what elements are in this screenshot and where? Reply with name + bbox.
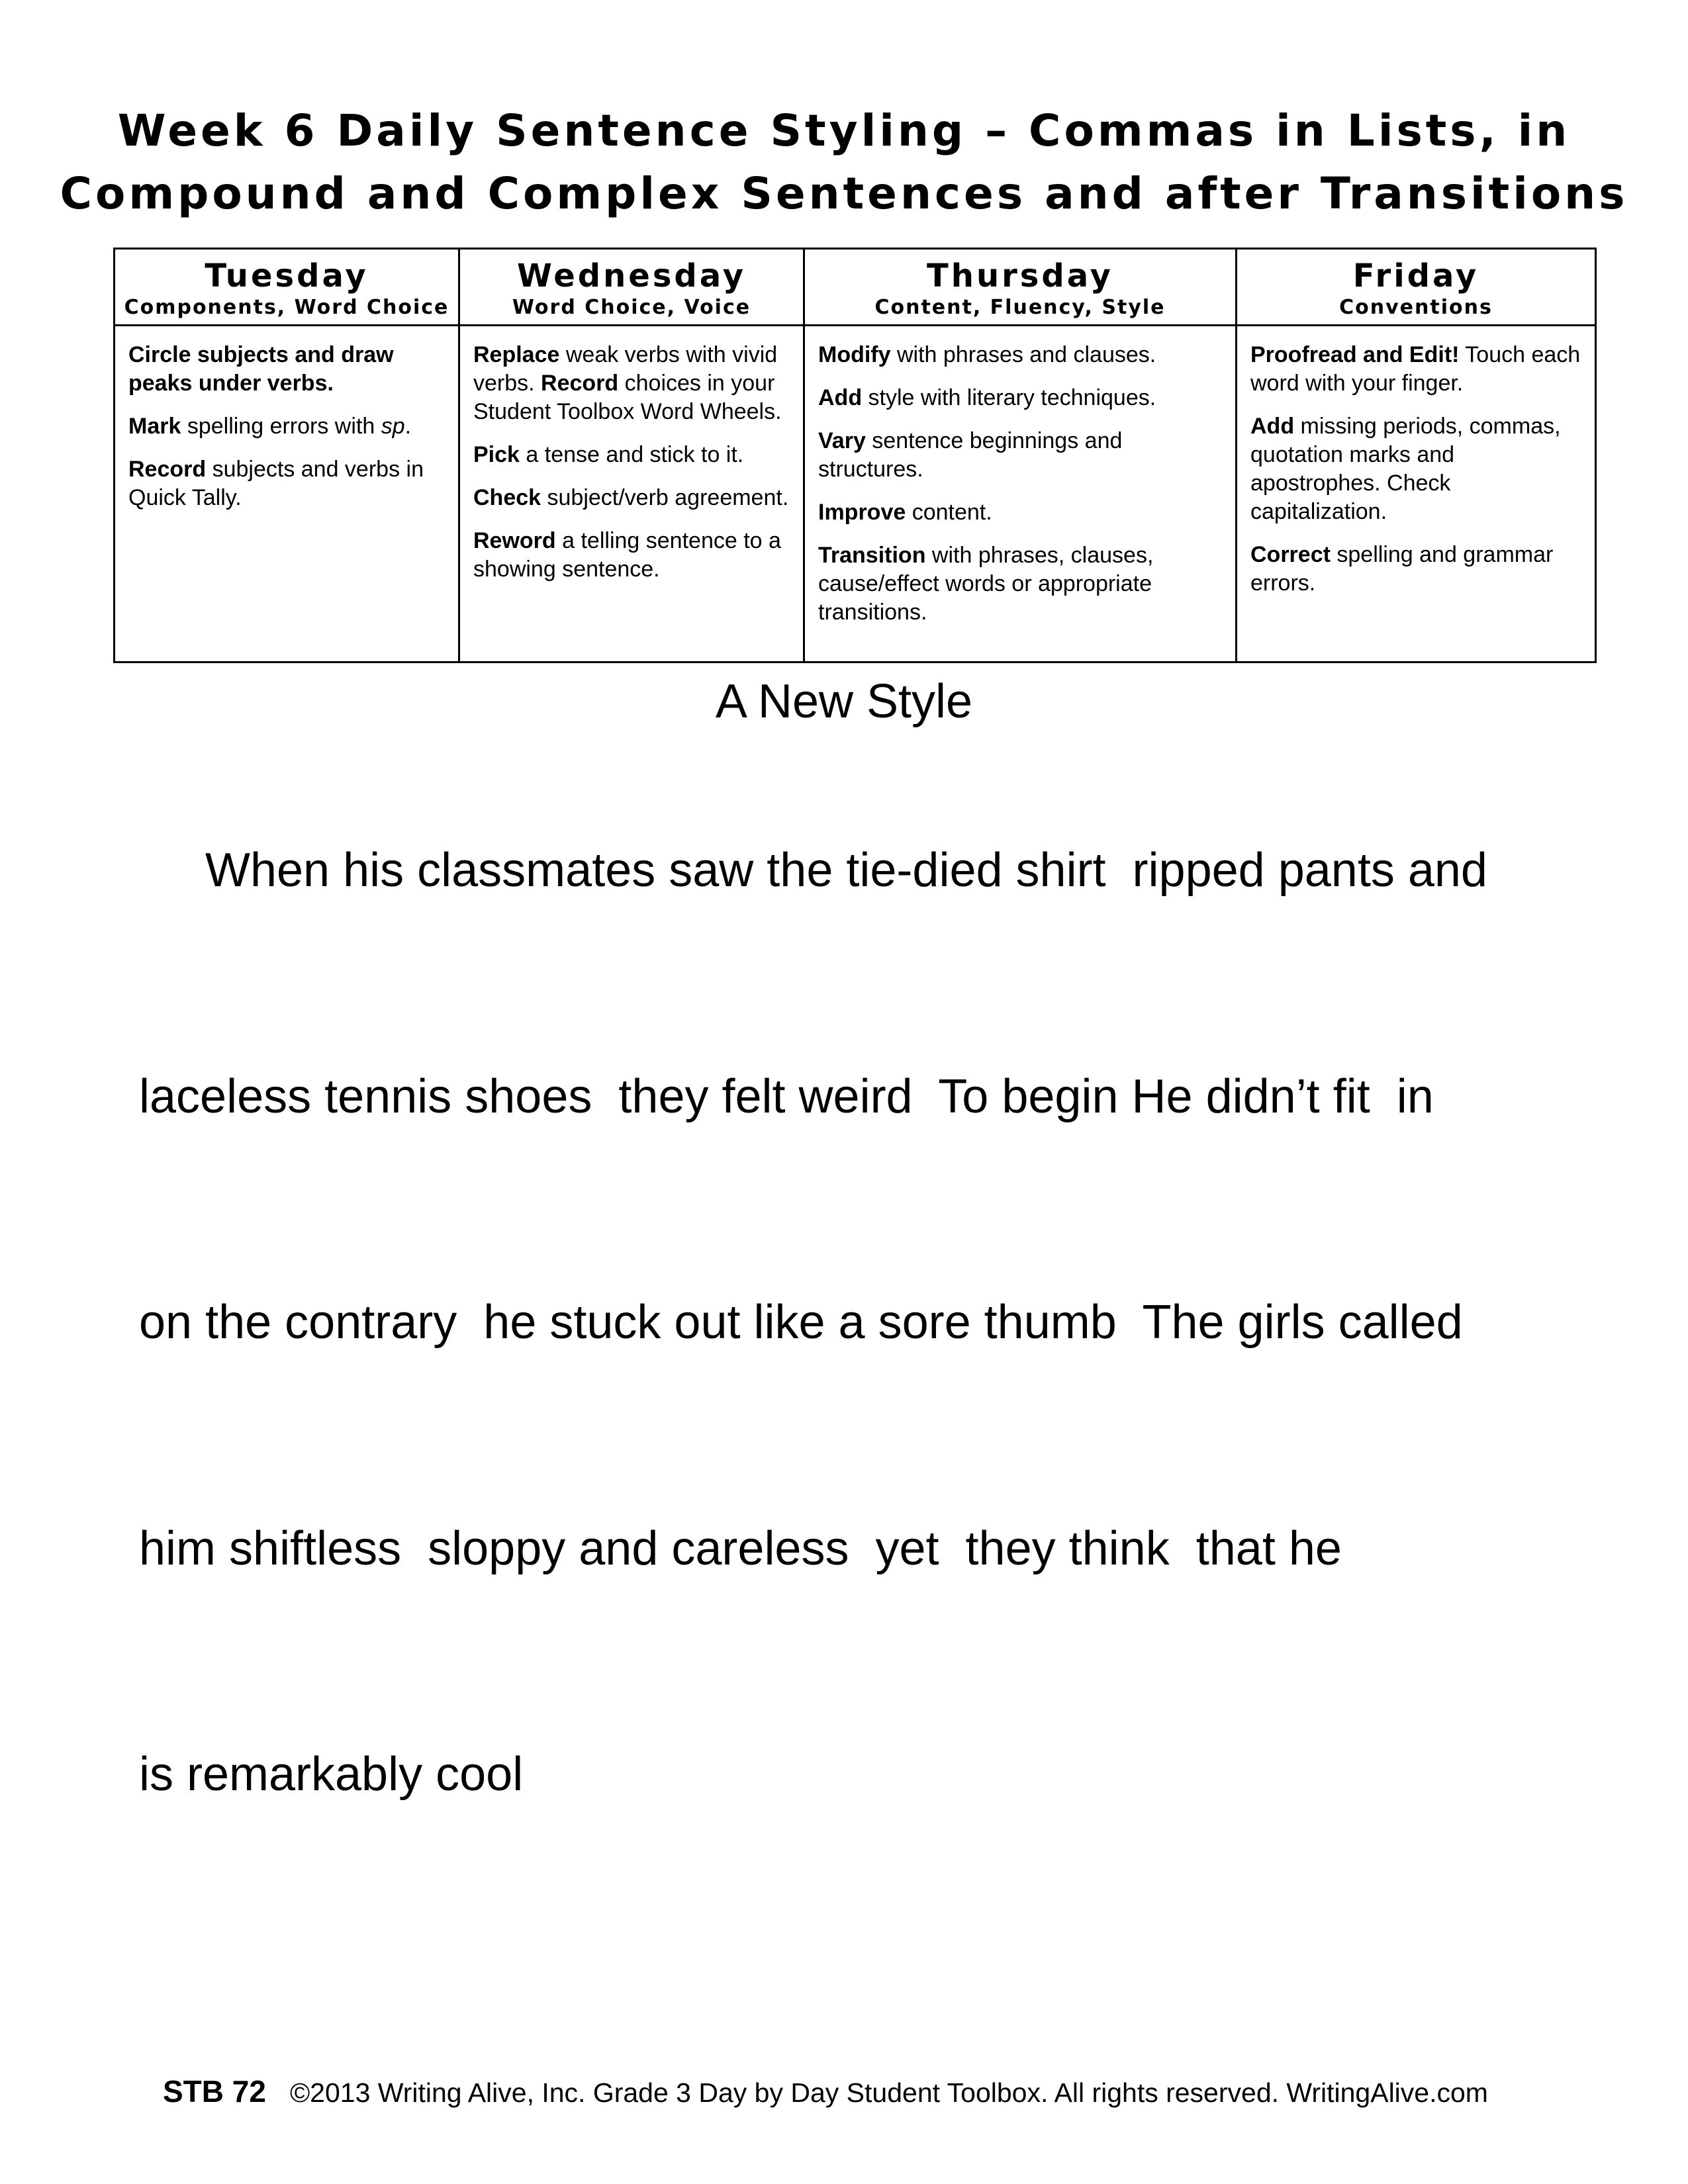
task-item: Circle subjects and draw peaks under verbs. [128, 342, 394, 396]
title-line-1: Week 6 Daily Sentence Styling – Commas in Lists, in [117, 105, 1571, 156]
header-tuesday [115, 249, 459, 326]
tasks-friday [1237, 326, 1596, 662]
task-item: Vary sentence beginnings and structures. [818, 428, 1123, 482]
story-line-3: on the contrary he stuck out like a sore thumb The girls called [139, 1296, 1463, 1349]
day-focus: Word Choice, Voice [512, 296, 751, 319]
task-item: Record subjects and verbs in Quick Tally. [128, 457, 424, 510]
day-name: Thursday [927, 257, 1113, 295]
task-item: Replace weak verbs with vivid verbs. Record choices in your Student Toolbox Word Wheels. [473, 342, 782, 424]
tasks-tuesday [115, 326, 459, 662]
schedule-body-row [115, 326, 1596, 662]
day-focus: Conventions [1339, 296, 1493, 319]
task-item: Transition with phrases, clauses, cause/effect words or appropriate transitions. [818, 543, 1154, 625]
task-item: Correct spelling and grammar errors. [1250, 542, 1554, 596]
task-item: Modify with phrases and clauses. [818, 342, 1156, 367]
task-item: Pick a tense and stick to it. [473, 442, 744, 467]
task-item: Check subject/verb agreement. [473, 485, 789, 510]
story-line-4: him shiftless sloppy and careless yet they think that he [139, 1522, 1342, 1575]
header-wednesday [459, 249, 804, 326]
story-line-1: When his classmates saw the tie-died shirt ripped pants and [205, 844, 1487, 897]
task-item: Improve content. [818, 500, 992, 525]
day-focus: Content, Fluency, Style [874, 296, 1166, 319]
story-line-2: laceless tennis shoes they felt weird To begin He didn’t fit in [139, 1070, 1434, 1123]
header-thursday [804, 249, 1237, 326]
header-friday [1237, 249, 1596, 326]
task-item: Reword a telling sentence to a showing sentence. [473, 528, 781, 582]
day-name: Wednesday [516, 257, 746, 295]
copyright-text: ©2013 Writing Alive, Inc. Grade 3 Day by Day Student Toolbox. All rights reserved. WritingAlive.com [289, 2077, 1488, 2108]
story-line-5: is remarkably cool [139, 1748, 524, 1801]
page-title [0, 99, 1688, 225]
page-code: STB 72 [163, 2074, 266, 2109]
day-name: Friday [1352, 257, 1479, 295]
day-name: Tuesday [205, 257, 369, 295]
day-focus: Components, Word Choice [124, 296, 449, 319]
task-item: Mark spelling errors with sp. [128, 414, 412, 439]
task-item: Add style with literary techniques. [818, 385, 1156, 410]
task-item: Proofread and Edit! Touch each word with your finger. [1250, 342, 1581, 396]
story-title: A New Style [715, 675, 973, 728]
title-line-2: Compound and Complex Sentences and after Transitions [60, 168, 1628, 219]
tasks-wednesday [459, 326, 804, 662]
page-footer [163, 2071, 1488, 2113]
schedule-header-row [115, 249, 1596, 326]
task-item: Add missing periods, commas, quotation marks and apostrophes. Check capitalization. [1250, 414, 1561, 524]
tasks-thursday [804, 326, 1237, 662]
weekly-schedule-table [113, 248, 1597, 663]
